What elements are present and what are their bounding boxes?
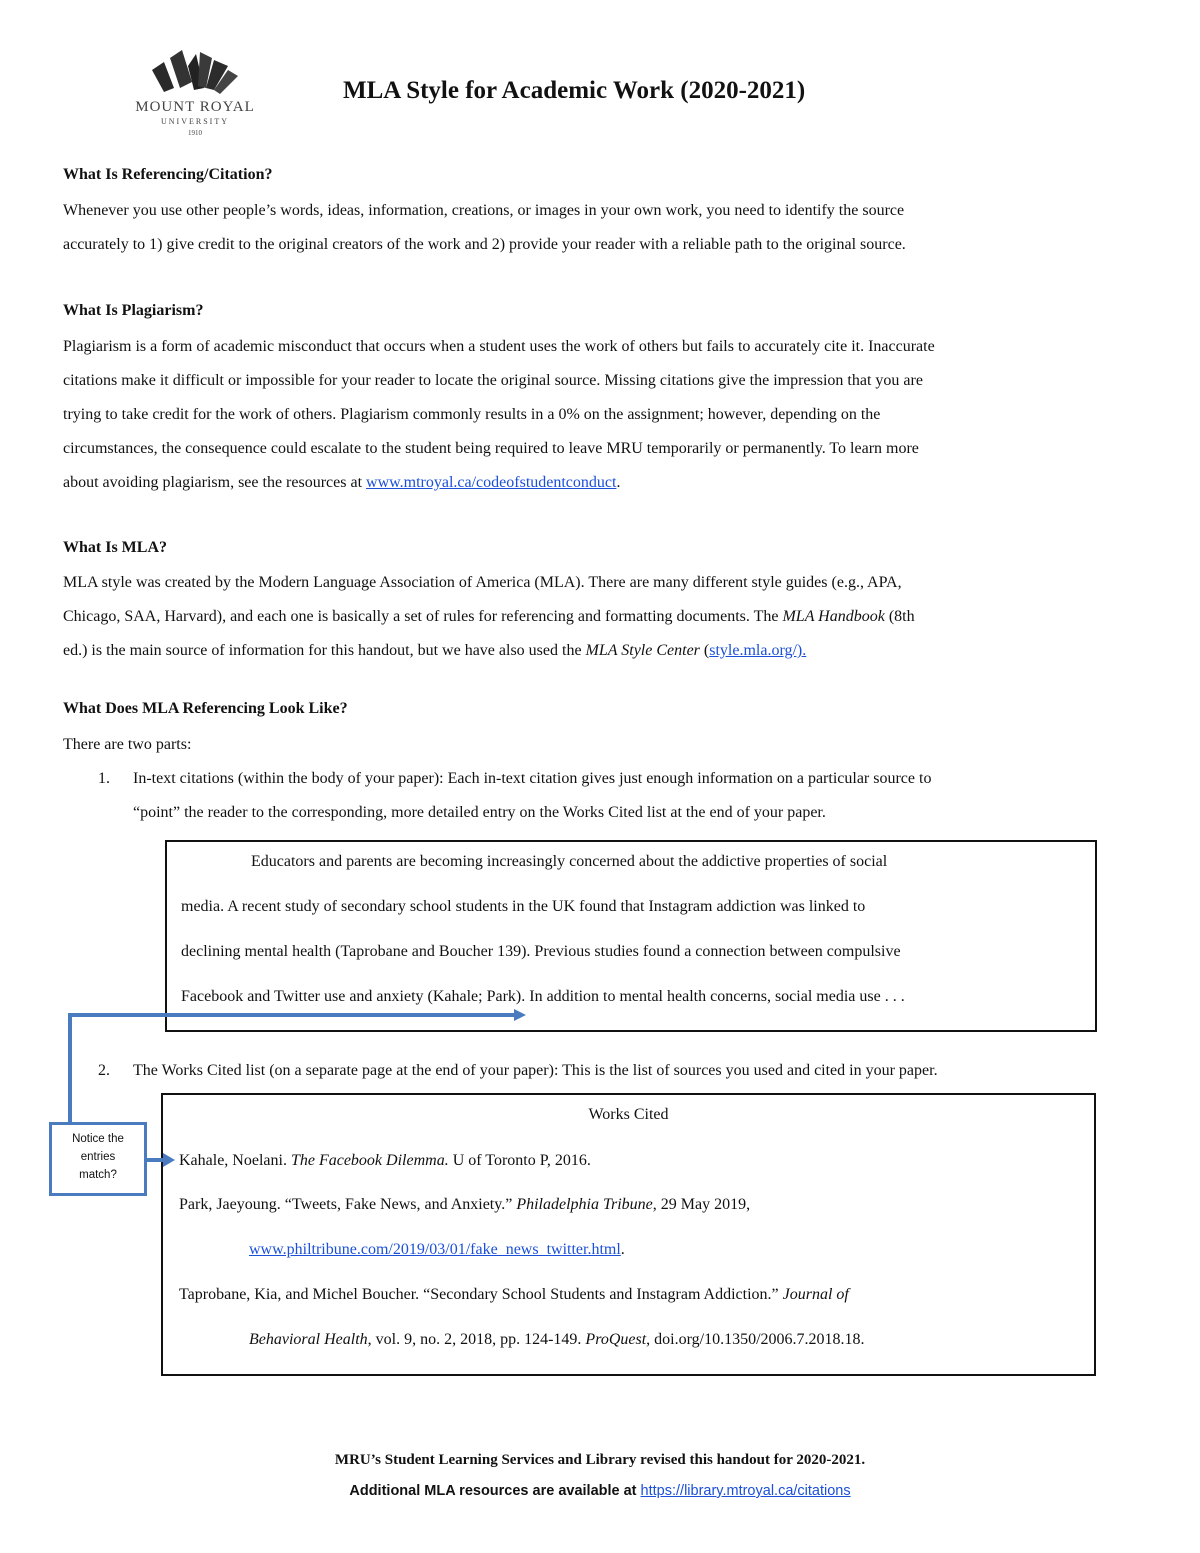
example-line: Facebook and Twitter use and anxiety (Kahale; Park). In addition to mental health concerns, social media use . . . xyxy=(181,988,905,1005)
text-fragment: (8th xyxy=(884,608,915,625)
periodical-title: Philadelphia Tribune xyxy=(516,1196,653,1213)
callout-line: Notice the xyxy=(72,1133,124,1145)
page-title: MLA Style for Academic Work (2020-2021) xyxy=(343,77,806,104)
library-citations-link[interactable]: https://library.mtroyal.ca/citations xyxy=(640,1483,851,1499)
heading-mla: What Is MLA? xyxy=(63,539,168,556)
text-fragment: , doi.org/10.1350/2006.7.2018.18. xyxy=(646,1331,865,1348)
text-fragment: Taprobane, Kia, and Michel Boucher. “Secondary School Students and Instagram Addiction.” xyxy=(179,1286,783,1303)
text-line: accurately to 1) give credit to the original creators of the work and 2) provide your reader with a reliable path to the original source. xyxy=(63,236,906,253)
text-fragment: about avoiding plagiarism, see the resources at xyxy=(63,474,367,491)
footer-revised: MRU’s Student Learning Services and Library revised this handout for 2020-2021. xyxy=(334,1452,866,1468)
mla-handbook-title: MLA Handbook xyxy=(782,608,885,625)
intro-two-parts: There are two parts: xyxy=(63,736,192,753)
works-cited-title: Works Cited xyxy=(588,1106,669,1123)
text-fragment: , vol. 9, no. 2, 2018, pp. 124-149. xyxy=(367,1331,586,1348)
example-line: declining mental health (Taprobane and Boucher 139). Previous studies found a connection between compulsive xyxy=(181,943,901,960)
text-line: circumstances, the consequence could escalate to the student being required to leave MRU temporarily or permanently. To learn more xyxy=(63,440,919,457)
heading-citation: What Is Referencing/Citation? xyxy=(63,166,273,183)
callout-line: match? xyxy=(79,1169,117,1181)
text-fragment: . xyxy=(616,474,621,491)
text-fragment: Chicago, SAA, Harvard), and each one is basically a set of rules for referencing and formatting documents. The xyxy=(63,608,783,625)
footer-resources xyxy=(0,1483,1200,1499)
text-fragment: Kahale, Noelani. xyxy=(179,1152,291,1169)
example-line: media. A recent study of secondary school students in the UK found that Instagram addiction was linked to xyxy=(181,898,866,915)
text-fragment: U of Toronto P, 2016. xyxy=(448,1152,591,1169)
list-number: 2. xyxy=(98,1062,110,1079)
text-fragment: Park, Jaeyoung. “Tweets, Fake News, and Anxiety.” xyxy=(179,1196,517,1213)
logo-subtitle: UNIVERSITY xyxy=(161,117,229,126)
text-line: In-text citations (within the body of your paper): Each in-text citation gives just enough information on a particular source to xyxy=(133,770,932,787)
list-item-works-cited: The Works Cited list (on a separate page at the end of your paper): This is the list of sources you used and cited in your paper. xyxy=(133,1062,938,1079)
heading-plagiarism: What Is Plagiarism? xyxy=(63,302,204,319)
text-line: trying to take credit for the work of others. Plagiarism commonly results in a 0% on the assignment; however, depending on the xyxy=(63,406,881,423)
text-fragment: , 29 May 2019, xyxy=(652,1196,751,1213)
database-title: ProQuest xyxy=(585,1331,647,1348)
text-fragment: ( xyxy=(699,642,710,659)
text-line: MLA style was created by the Modern Language Association of America (MLA). There are many different style guides (e.g., APA, xyxy=(63,574,902,591)
list-number: 1. xyxy=(98,770,110,787)
text-fragment: ed.) is the main source of information for this handout, but we have also used the xyxy=(63,642,586,659)
text-line: “point” the reader to the corresponding, more detailed entry on the Works Cited list at the end of your paper. xyxy=(133,804,826,821)
code-of-conduct-link[interactable]: www.mtroyal.ca/codeofstudentconduct xyxy=(366,474,617,491)
text-line: Whenever you use other people’s words, ideas, information, creations, or images in your own work, you need to identify the source xyxy=(63,202,905,219)
logo-year: 1910 xyxy=(188,129,202,137)
text-line: citations make it difficult or impossible for your reader to locate the original source. Missing citations give the impression that you are xyxy=(63,372,923,389)
text-fragment: . xyxy=(620,1241,625,1258)
text-fragment: Additional MLA resources are available at xyxy=(349,1483,641,1499)
text-line: Plagiarism is a form of academic misconduct that occurs when a student uses the work of others but fails to accurately cite it. Inaccurate xyxy=(63,338,935,355)
notice-callout xyxy=(49,1122,147,1196)
journal-title: Behavioral Health xyxy=(249,1331,368,1348)
callout-line: entries xyxy=(80,1151,116,1163)
style-mla-link[interactable]: style.mla.org/). xyxy=(709,642,807,659)
heading-looks-like: What Does MLA Referencing Look Like? xyxy=(63,700,348,717)
mla-style-center-title: MLA Style Center xyxy=(585,642,700,659)
example-line: Educators and parents are becoming increasingly concerned about the addictive properties of social xyxy=(251,853,888,870)
journal-title: Journal of xyxy=(782,1286,849,1303)
book-title: The Facebook Dilemma. xyxy=(290,1152,449,1169)
philtribune-link[interactable]: www.philtribune.com/2019/03/01/fake_news_twitter.html xyxy=(249,1241,621,1258)
logo-name: MOUNT ROYAL xyxy=(135,99,255,115)
